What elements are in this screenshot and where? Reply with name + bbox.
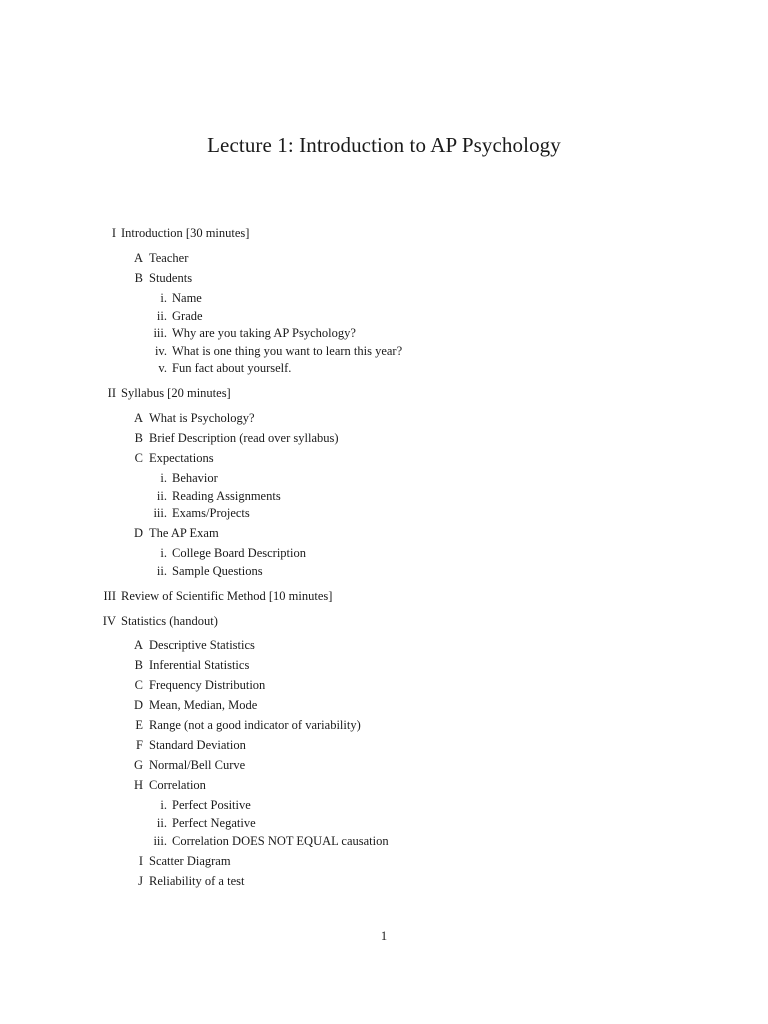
outline-text: Reliability of a test [149,874,245,888]
outline-marker: B [134,271,143,285]
outline-marker: I [138,854,143,868]
outline-text: Behavior [172,471,218,485]
outline-text: Scatter Diagram [149,854,231,868]
outline-marker: iii. [153,326,167,340]
outline-marker: E [135,718,143,732]
outline-text: Statistics (handout) [121,614,218,628]
outline-marker: F [136,738,143,752]
outline-text: Sample Questions [172,564,263,578]
outline-marker: iii. [153,506,167,520]
outline-text: Exams/Projects [172,506,250,520]
outline-marker: J [138,874,143,888]
outline-text: Grade [172,309,203,323]
outline-text: Introduction [30 minutes] [121,226,250,240]
outline-marker: B [134,658,143,672]
outline-text: Range (not a good indicator of variability) [149,718,361,732]
outline-text: Students [149,271,193,285]
outline-text: Reading Assignments [172,489,281,503]
outline-text: Inferential Statistics [149,658,250,672]
outline-marker: A [133,638,143,652]
outline-text: Brief Description (read over syllabus) [149,431,339,445]
outline-marker: A [133,251,143,265]
outline-marker: II [107,386,116,400]
outline-text: The AP Exam [149,526,219,540]
outline-marker: D [133,698,143,712]
outline-text: What is Psychology? [149,411,255,425]
outline-marker: A [133,411,143,425]
outline-marker: ii. [156,816,167,830]
document-title: Lecture 1: Introduction to AP Psychology [207,133,561,157]
outline-marker: i. [160,471,167,485]
outline-text: Correlation DOES NOT EQUAL causation [172,834,389,848]
outline-marker: C [134,678,143,692]
outline-text: Why are you taking AP Psychology? [172,326,356,340]
outline-marker: v. [158,361,167,375]
outline-marker: iv. [154,344,167,358]
outline-text: Expectations [149,451,214,465]
outline-text: Normal/Bell Curve [149,758,246,772]
outline-marker: i. [160,798,167,812]
outline-text: Fun fact about yourself. [172,361,292,375]
outline-text: Perfect Positive [172,798,251,812]
outline-text: Mean, Median, Mode [149,698,258,712]
outline-marker: I [111,226,116,240]
outline-text: Descriptive Statistics [149,638,255,652]
outline-text: Correlation [149,778,206,792]
outline-marker: iii. [153,834,167,848]
outline-marker: G [133,758,143,772]
outline-text: Frequency Distribution [149,678,266,692]
page-number: 1 [380,929,388,943]
outline-text: Teacher [149,251,189,265]
outline-text: Name [172,291,202,305]
outline-marker: ii. [156,489,167,503]
outline-marker: ii. [156,309,167,323]
outline-text: What is one thing you want to learn this year? [172,344,403,358]
outline-text: Syllabus [20 minutes] [121,386,231,400]
outline-marker: III [103,589,116,603]
outline-marker: i. [160,546,167,560]
outline-marker: D [133,526,143,540]
outline-marker: i. [160,291,167,305]
outline-marker: C [134,451,143,465]
outline-marker: B [134,431,143,445]
outline-text: College Board Description [172,546,306,560]
outline-marker: IV [102,614,116,628]
outline-text: Perfect Negative [172,816,256,830]
outline-text: Review of Scientific Method [10 minutes] [121,589,333,603]
outline-marker: H [133,778,143,792]
outline-marker: ii. [156,564,167,578]
outline-text: Standard Deviation [149,738,246,752]
